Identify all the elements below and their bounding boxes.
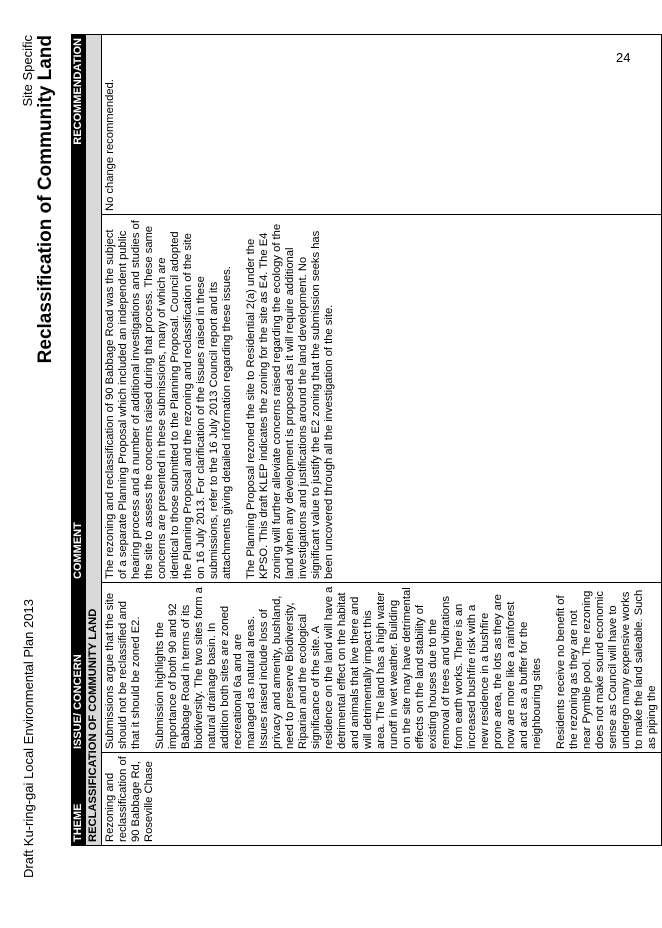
theme-cell: Rezoning and reclassification of 90 Babbage Rd, Roseville Chase <box>102 753 662 846</box>
table-header-row <box>72 35 86 846</box>
page-number: 24 <box>616 50 631 65</box>
col-header-theme: THEME <box>72 753 86 846</box>
col-header-recommendation: RECOMMENDATION <box>72 35 86 215</box>
col-header-comment: COMMENT <box>72 215 86 583</box>
issue-paragraph: Residents receive no benefit of the rezoning as they are not near Pymble pool. The rezoning does not make sound economic sense as Council will have to undergo many expensive works to make the land saleable. Such as piping the <box>555 589 658 749</box>
table-row <box>102 35 662 846</box>
issue-paragraph: Submissions argue that the site should not be reclassified and that it should be zoned E2. <box>104 592 142 749</box>
submissions-table <box>71 34 662 846</box>
page-heading: Reclassification of Community Land <box>35 35 56 364</box>
comment-paragraph: The Planning Proposal rezoned the site to Residential 2(a) under the KPSO. This draft KLEP indicates the zoning for the site as E4. The E4 zoning will further alleviate concerns raised regarding the ecology of the land when any development is proposed as it will require additional investigations and justifications around the land development. No significant value to justify the E2 zoning that the submission seeks has been uncovered through all the investigation of the site. <box>245 223 335 579</box>
issue-cell <box>102 583 662 753</box>
comment-paragraph: The rezoning and reclassification of 90 Babbage Road was the subject of a separate Planning Proposal which included an independent public hearing process and a number of additional investigations and studies of the site to assess the concerns raised during that process. These same concerns are presented in these submissions, many of which are identical to those submitted to the Planning Proposal. Council adopted the Planning Proposal and the rezoning and reclassification of the site on 16 July 2013. For clarification of the issues raised in these submissions, refer to the 16 July 2013 Council report and its attachments giving detailed information regarding these issues. <box>104 220 233 579</box>
section-row <box>86 35 102 846</box>
col-header-issue: ISSUE/ CONCERN <box>72 583 86 753</box>
site-specific-label: Site Specific <box>20 35 35 107</box>
comment-cell <box>102 215 662 583</box>
issue-paragraph: Submission highlights the importance of both 90 and 92 Babbage Road in terms of its biodiversity. The two sites form a natural drainage basin. In addition both sites are zoned recreational 6a and are managed as natural areas. Issues raised include loss of privacy and amenity, bushland, need to preserve Biodiversity, Riparian and the ecological significance of the site. A residence on the land will have a detrimental effect on the habitat and animals that live there and will detrimentally impact this area. The land has a high water runoff in wet weather. Building on the site may have detrimental effects on the land stability of existing houses due to the removal of trees and vibrations from earth works. There is an increased bushfire risk with a new residence in a bushfire prone area, the lots as they are now are more like a rainforest and act as a buffer for the neighbouring sites <box>154 586 543 749</box>
document-title: Draft Ku-ring-gai Local Environmental Plan 2013 <box>21 599 36 878</box>
recommendation-cell: No change recommended. <box>102 35 662 215</box>
section-title: RECLASSIFICATION OF COMMUNITY LAND <box>86 35 102 846</box>
